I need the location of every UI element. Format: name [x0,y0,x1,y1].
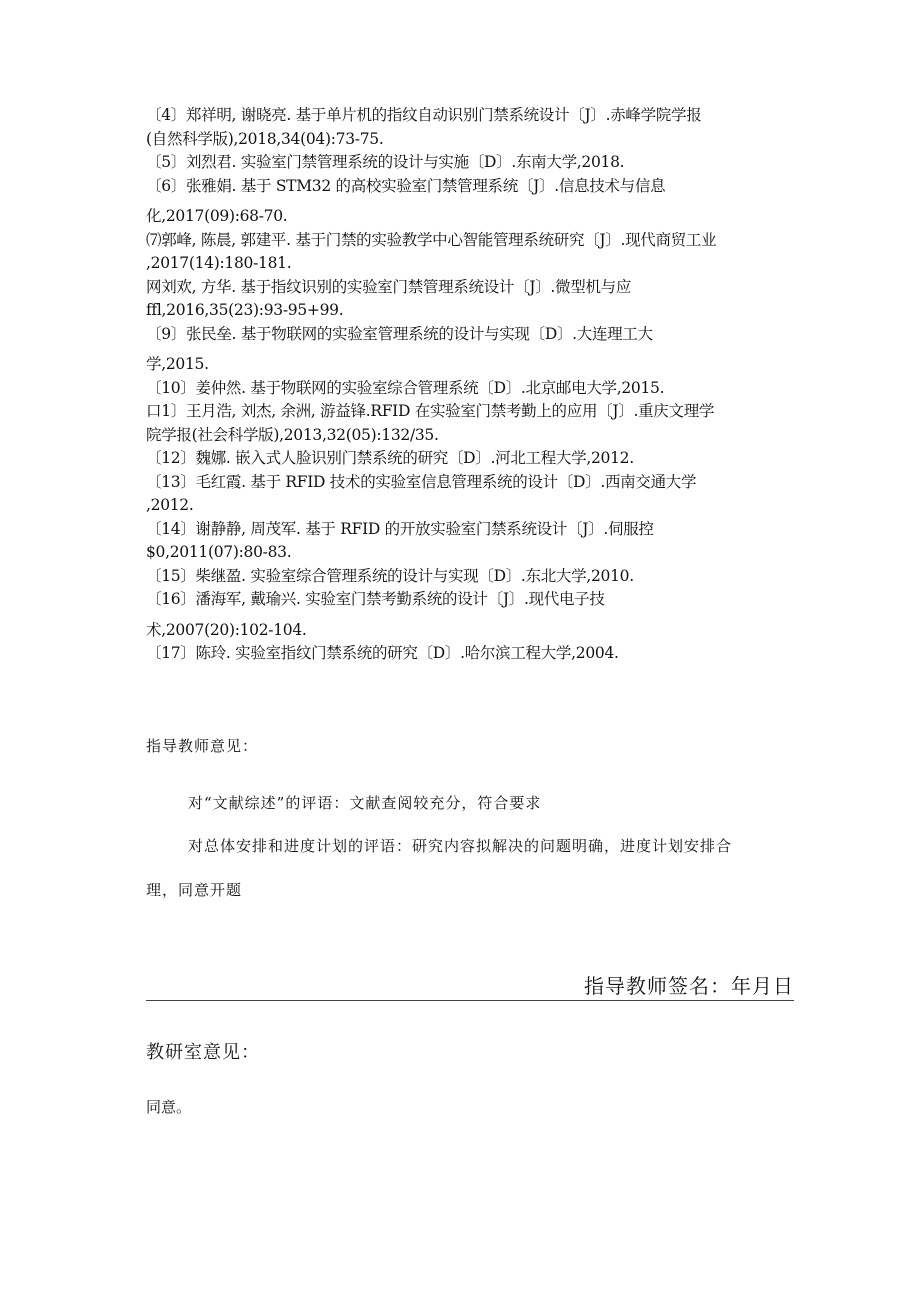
reference-line: ffl,2016,35(23):93-95+99. [146,301,344,319]
schedule-comment-line: 理，同意开题 [146,881,243,899]
reference-line: 〔4〕郑祥明, 谢晓亮. 基于单片机的指纹自动识别门禁系统设计〔J〕.赤峰学院学报 [146,106,702,124]
reference-line: ,2012. [146,496,194,514]
advisor-signature-line [146,972,794,1001]
reference-line: 院学报(社会科学版),2013,32(05):132/35. [146,425,439,444]
reference-line: 〔17〕陈玲. 实验室指纹门禁系统的研究〔D〕.哈尔滨工程大学,2004. [146,644,619,662]
advisor-opinion-heading: 指导教师意见： [146,737,259,755]
advisor-opinion-section [146,735,806,901]
reference-line: ⑺郭峰, 陈晨, 郭建平. 基于门禁的实验教学中心智能管理系统研究〔J〕.现代商贸工业 [146,230,717,249]
reference-line: $0,2011(07):80-83. [146,543,292,561]
reference-line: 〔16〕潘海军, 戴瑜兴. 实验室门禁考勤系统的设计〔J〕.现代电子技 [146,590,605,608]
reference-line: 〔10〕姜仲然. 基于物联网的实验室综合管理系统〔D〕.北京邮电大学,2015. [146,378,665,397]
reference-line: ,2017(14):180-181. [146,254,292,272]
reference-line: 网刘欢, 方华. 基于指纹识别的实验室门禁管理系统设计〔J〕.微型机与应 [146,277,632,296]
reference-line: 〔14〕谢静静, 周茂军. 基于 RFID 的开放实验室门禁系统设计〔J〕.伺服控 [146,519,654,538]
reference-line: 学,2015. [146,355,209,373]
reference-line: 〔6〕张雅娟. 基于 STM32 的高校实验室门禁管理系统〔J〕.信息技术与信息 [146,176,666,195]
department-opinion-heading: 教研室意见： [146,1042,260,1063]
reference-line: 化,2017(09):68-70. [146,207,288,225]
reference-line: 〔5〕刘烈君. 实验室门禁管理系统的设计与实施〔D〕.东南大学,2018. [146,153,625,171]
literature-review-comment: 对“文献综述”的评语：文献查阅较充分，符合要求 [188,794,542,812]
reference-line: 〔15〕柴继盈. 实验室综合管理系统的设计与实现〔D〕.东北大学,2010. [146,566,634,585]
reference-line: (自然科学版),2018,34(04):73-75. [146,129,384,148]
advisor-signature-label: 指导教师签名：年月日 [584,974,794,998]
reference-line: 〔12〕魏娜. 嵌入式人脸识别门禁系统的研究〔D〕.河北工程大学,2012. [146,449,634,467]
reference-line: 术,2007(20):102-104. [146,620,307,639]
reference-line: 口1〕王月浩, 刘杰, 余洲, 游益锋.RFID 在实验室门禁考勤上的应用〔J〕.重庆文理学 [146,402,715,420]
reference-line: 〔13〕毛红霞. 基于 RFID 技术的实验室信息管理系统的设计〔D〕.西南交通大学 [146,472,697,491]
reference-list [146,104,806,666]
reference-line: 〔9〕张民垒. 基于物联网的实验室管理系统的设计与实现〔D〕.大连理工大 [146,324,653,343]
schedule-comment-line: 对总体安排和进度计划的评语：研究内容拟解决的问题明确，进度计划安排合 [188,837,733,855]
department-opinion-text: 同意。 [146,1098,192,1116]
department-opinion-section [146,1040,806,1118]
